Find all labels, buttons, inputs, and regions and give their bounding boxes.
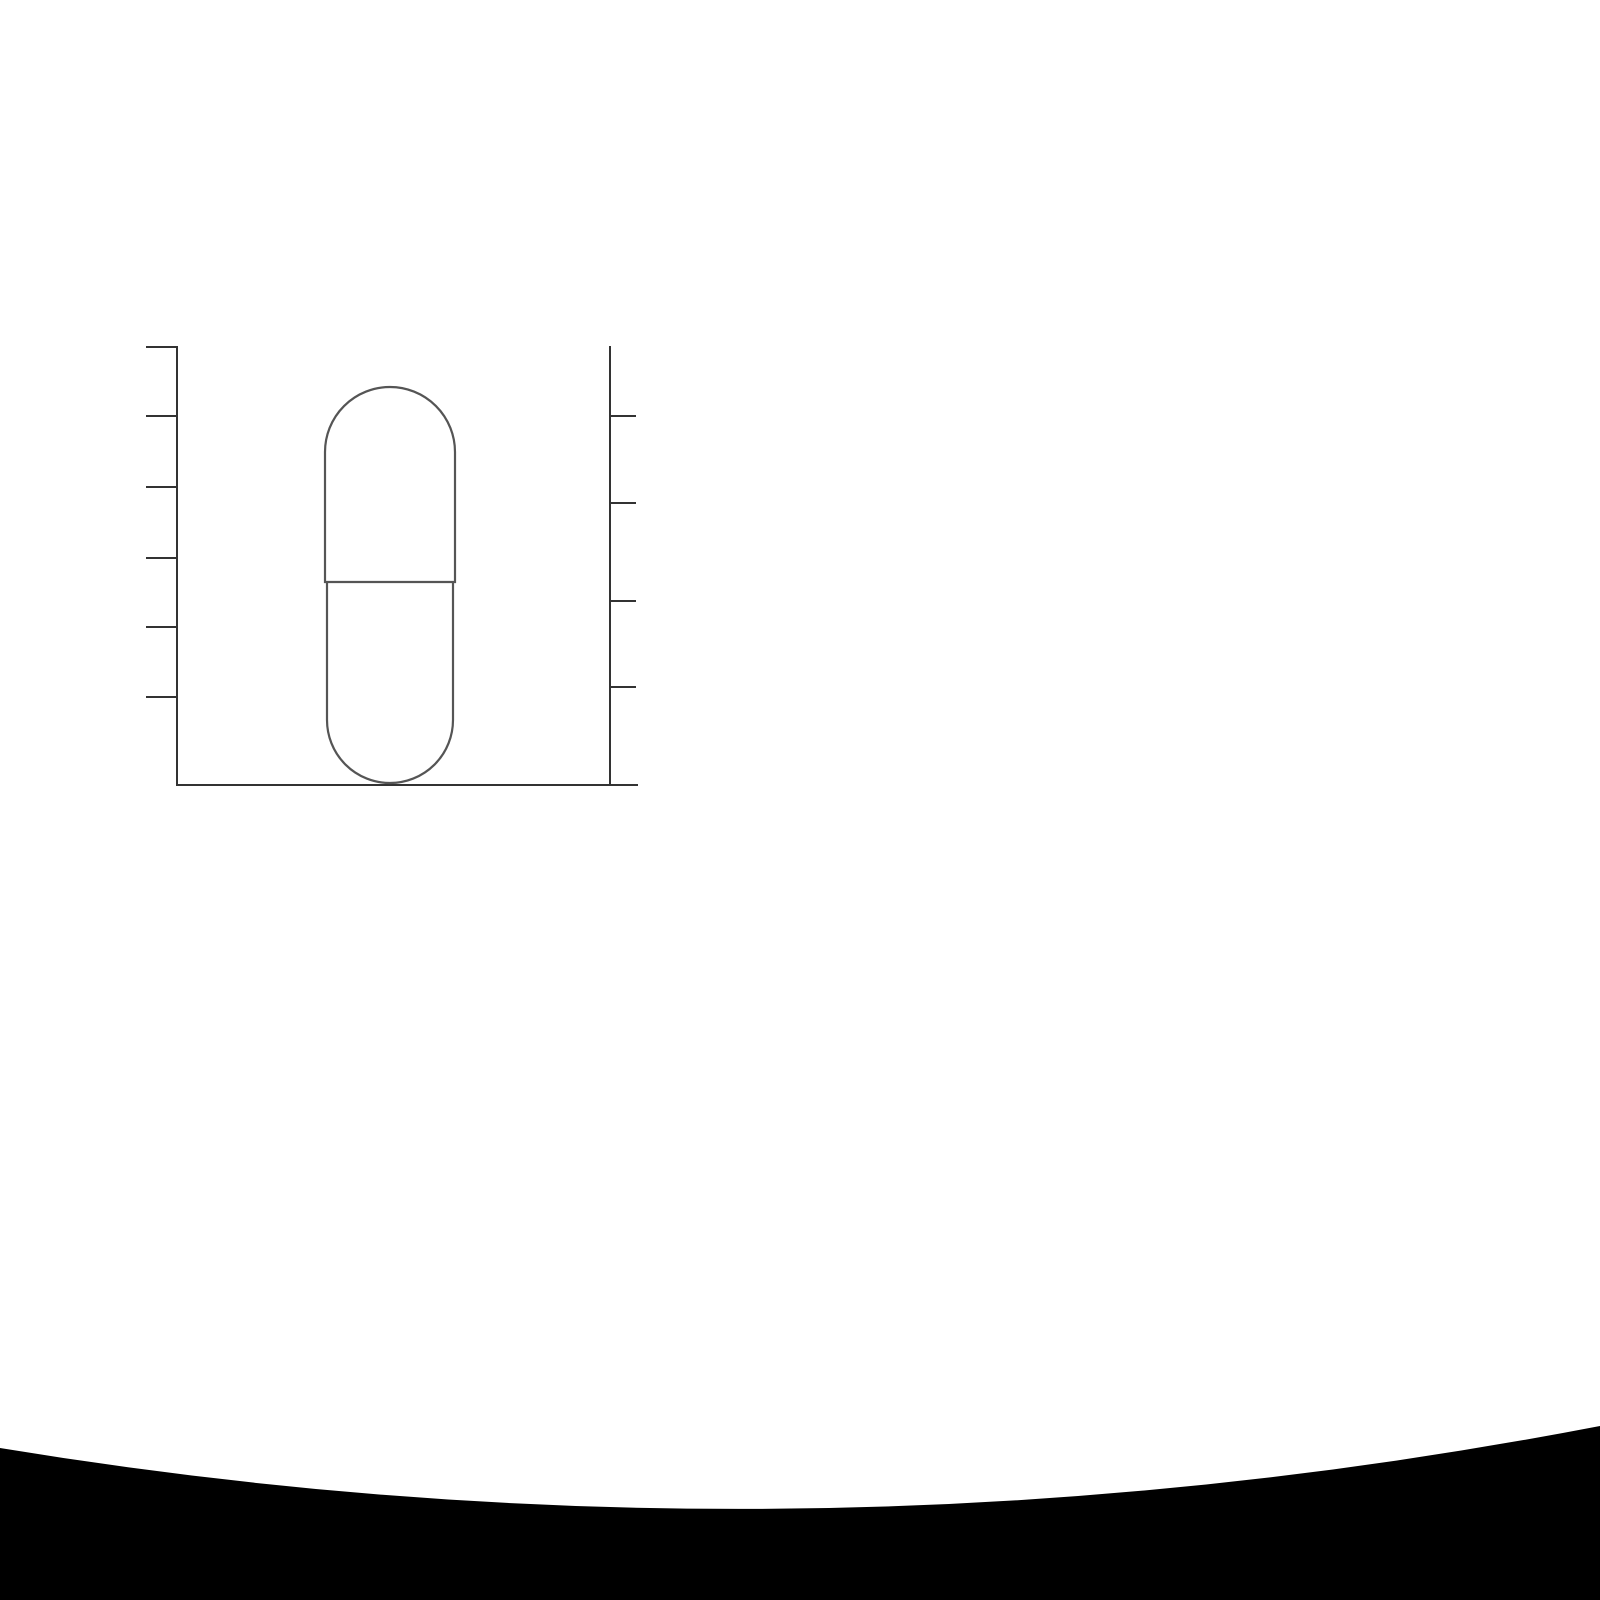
- capsule-size-diagram: [40, 320, 720, 880]
- capsule-cap: [325, 387, 455, 582]
- bottom-wave-decoration: [0, 1400, 1600, 1600]
- wave-shape: [0, 1426, 1600, 1600]
- capsule-body: [327, 582, 453, 783]
